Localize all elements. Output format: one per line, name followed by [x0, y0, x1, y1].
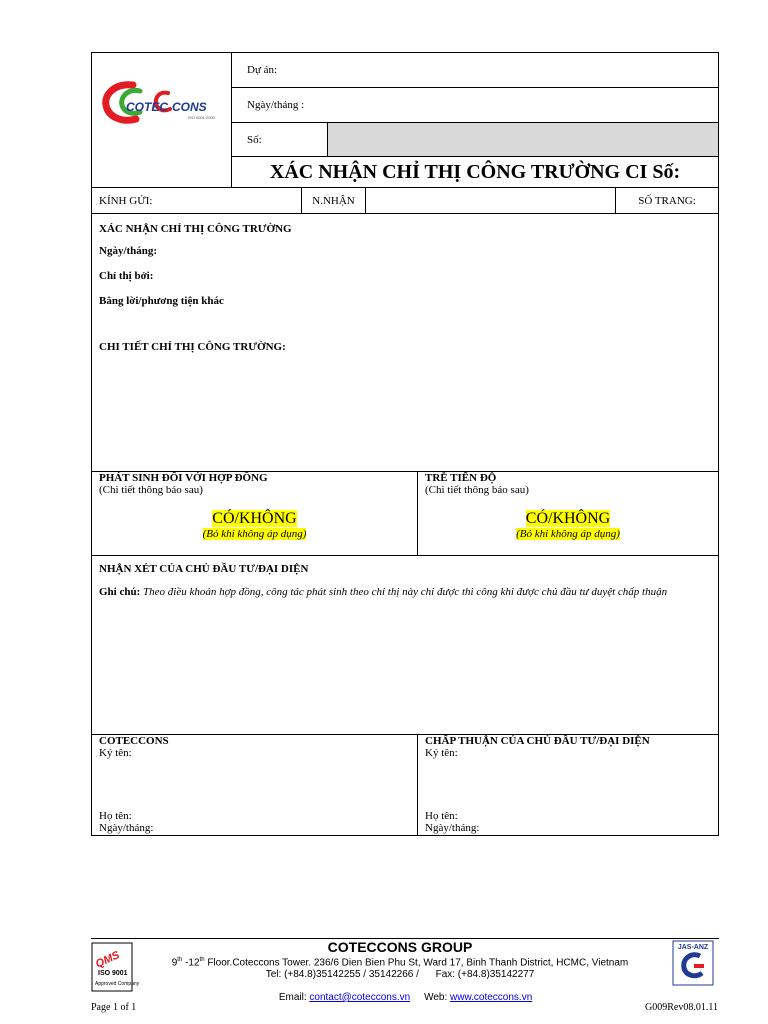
instructed-by-label: Chỉ thị bởi:: [99, 270, 154, 282]
confirm-date-label: Ngày/tháng:: [99, 245, 158, 257]
variation-sub: (Chi tiết thông báo sau): [99, 484, 203, 496]
owner-name-label: Họ tên:: [425, 810, 458, 822]
logo-cell: [92, 53, 232, 187]
number-field[interactable]: [232, 123, 718, 157]
delay-note: (Bỏ khi không áp dụng): [516, 528, 620, 540]
confirm-section: [91, 214, 719, 472]
svg-text:COTEC: COTEC: [126, 100, 168, 114]
jas-anz-badge: [672, 940, 714, 986]
email-link[interactable]: contact@coteccons.vn: [309, 991, 411, 1003]
date-label: Ngày/tháng :: [247, 99, 305, 111]
qms-iso-icon: [91, 942, 140, 992]
header-block: [91, 52, 719, 188]
owner-sign-label: Ký tên:: [425, 747, 458, 759]
comments-heading: NHẬN XÉT CỦA CHỦ ĐẦU TƯ/ĐẠI DIỆN: [99, 563, 309, 575]
contractor-name-label: Họ tên:: [99, 810, 132, 822]
company-group: COTECCONS GROUP: [327, 939, 473, 955]
date-field[interactable]: [232, 88, 718, 123]
delay-sub: (Chi tiết thông báo sau): [425, 484, 529, 496]
owner-signature[interactable]: [418, 735, 718, 835]
recipient-field[interactable]: [92, 188, 302, 213]
iso-text: ISO 9001: [98, 970, 128, 977]
page-count-label: SỐ TRANG:: [638, 194, 696, 207]
company-contact: Email: contact@coteccons.vn Web: www.coteccons.vn: [278, 991, 533, 1003]
jas-text: JAS-ANZ: [677, 944, 709, 951]
jas-anz-icon: [672, 940, 714, 986]
project-field[interactable]: [232, 53, 718, 88]
number-label: Số:: [247, 133, 262, 146]
footer-info: [150, 940, 650, 1015]
verbal-other-label: Bằng lời/phương tiện khác: [99, 295, 224, 307]
note-text: Theo điều khoản hợp đồng, công tác phát sinh theo chỉ thị này chỉ được thi công khi được chủ đầu tư duyệt chấp thuận: [143, 586, 668, 598]
qms-badge: [91, 942, 140, 992]
owner-title: CHẤP THUẬN CỦA CHỦ ĐẦU TƯ/ĐẠI DIỆN: [425, 735, 650, 747]
contractor-sign-label: Ký tên:: [99, 747, 132, 759]
website-link[interactable]: www.coteccons.vn: [450, 991, 533, 1003]
receiver-label: N.NHẬN: [312, 194, 355, 207]
recipient-row: [91, 188, 719, 214]
recipient-label: KÍNH GỬI:: [99, 194, 153, 207]
svg-text:ISO 9001:2000: ISO 9001:2000: [188, 115, 215, 120]
number-input[interactable]: [328, 123, 718, 156]
delay-cell: [418, 472, 718, 555]
page-number: Page 1 of 1: [91, 1002, 137, 1013]
company-phone: Tel: (+84.8)35142255 / 35142266 / Fax: (+84.8)35142277: [265, 968, 535, 980]
coteccons-logo: [100, 75, 224, 135]
signature-row: [91, 734, 719, 836]
variation-note: (Bỏ khi không áp dụng): [202, 528, 307, 540]
delay-heading: TRỄ TIẾN ĐỘ: [425, 472, 497, 484]
project-label: Dự án:: [247, 64, 278, 76]
confirm-heading: XÁC NHẬN CHỈ THỊ CÔNG TRƯỜNG: [99, 223, 292, 235]
svg-text:CONS: CONS: [172, 100, 207, 114]
contractor-date-label: Ngày/tháng:: [99, 822, 154, 834]
delay-yes-no[interactable]: CÓ/KHÔNG: [525, 510, 611, 527]
qms-text: QMS: [93, 949, 122, 971]
approved-text: Approved Company: [95, 981, 140, 987]
comments-section: [91, 555, 719, 735]
receiver-input[interactable]: [366, 188, 616, 213]
variation-yes-no[interactable]: CÓ/KHÔNG: [212, 510, 297, 527]
contractor-title: COTECCONS: [99, 735, 169, 747]
document-code: G009Rev08.01.11: [645, 1002, 718, 1013]
details-heading: CHI TIẾT CHỈ THỊ CÔNG TRƯỜNG:: [99, 341, 286, 353]
note-label: Ghi chú:: [99, 586, 141, 598]
company-address: 9th -12th Floor.Coteccons Tower. 236/6 Dien Bien Phu St, Ward 17, Binh Thanh District, HCMC, Vietnam: [171, 957, 629, 969]
variation-cell: [92, 472, 418, 555]
variation-row: [91, 471, 719, 556]
contractor-signature[interactable]: [92, 735, 418, 835]
owner-date-label: Ngày/tháng:: [425, 822, 480, 834]
form-title: XÁC NHẬN CHỈ THỊ CÔNG TRƯỜNG CI Số:: [269, 160, 681, 183]
variation-heading: PHÁT SINH ĐỐI VỚI HỢP ĐỒNG: [99, 472, 268, 484]
